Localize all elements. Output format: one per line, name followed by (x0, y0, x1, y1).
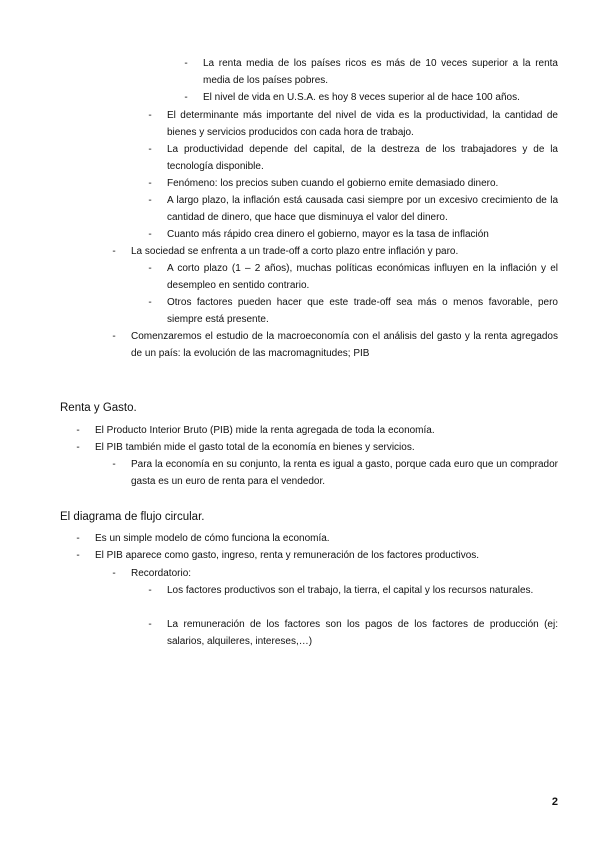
list-item (148, 193, 558, 226)
bullet-dash: - (76, 442, 80, 453)
list-item (148, 261, 558, 294)
bullet-dash: - (148, 178, 152, 189)
list-item (184, 90, 558, 107)
list-item (76, 440, 558, 457)
page-number: 2 (551, 796, 558, 808)
bullet-dash: - (112, 568, 116, 579)
bullet-dash: - (148, 195, 152, 206)
bullet-dash: - (112, 331, 116, 342)
list-item-text: Comenzaremos el estudio de la macroeconomía con el análisis del gasto y la renta agregados de un país: la evolución de las macromagnitudes; PIB (131, 331, 558, 359)
list-item (148, 108, 558, 141)
list-item (112, 329, 558, 362)
list-item (112, 566, 558, 583)
bullet-dash: - (148, 144, 152, 155)
list-item-text: El Producto Interior Bruto (PIB) mide la renta agregada de toda la economía. (95, 425, 435, 436)
list-item (76, 548, 558, 565)
list-item-text: La renta media de los países ricos es más de 10 veces superior a la renta media de los países pobres. (203, 58, 558, 86)
bullet-dash: - (148, 619, 152, 630)
section-heading-flujo-circular: El diagrama de flujo circular. (60, 511, 205, 523)
list-item (148, 227, 558, 244)
section-heading-renta-gasto: Renta y Gasto. (60, 402, 137, 414)
list-item (148, 583, 558, 600)
list-item-text: El PIB aparece como gasto, ingreso, renta y remuneración de los factores productivos. (95, 550, 480, 561)
list-item (148, 295, 558, 328)
list-item-text: Para la economía en su conjunto, la renta es igual a gasto, porque cada euro que un comprador gasta es un euro de renta para el vendedor. (131, 459, 558, 487)
list-item (148, 617, 558, 650)
bullet-dash: - (76, 533, 80, 544)
list-item (112, 457, 558, 490)
bullet-dash: - (184, 58, 188, 69)
bullet-dash: - (148, 297, 152, 308)
bullet-dash: - (184, 92, 188, 103)
list-item-text: A corto plazo (1 – 2 años), muchas políticas económicas influyen en la inflación y el desempleo en sentido contrario. (167, 263, 558, 291)
list-item-text: El determinante más importante del nivel de vida es la productividad, la cantidad de bienes y servicios producidos con cada hora de trabajo. (167, 110, 558, 138)
bullet-dash: - (112, 459, 116, 470)
list-item-text: Los factores productivos son el trabajo, la tierra, el capital y los recursos naturales. (167, 585, 534, 596)
list-item (76, 423, 558, 440)
list-item-text: La sociedad se enfrenta a un trade-off a corto plazo entre inflación y paro. (131, 246, 459, 257)
bullet-dash: - (112, 246, 116, 257)
list-item-text: La remuneración de los factores son los pagos de los factores de producción (ej: salarios, alquileres, intereses,…) (167, 619, 558, 647)
list-item-text: Es un simple modelo de cómo funciona la economía. (95, 533, 330, 544)
bullet-dash: - (148, 263, 152, 274)
list-item-text: Fenómeno: los precios suben cuando el gobierno emite demasiado dinero. (167, 178, 499, 189)
list-item-text: El PIB también mide el gasto total de la economía en bienes y servicios. (95, 442, 415, 453)
list-item-text: A largo plazo, la inflación está causada casi siempre por un excesivo crecimiento de la cantidad de dinero, que hace que disminuya el valor del dinero. (167, 195, 558, 223)
list-item (148, 142, 558, 175)
list-item (148, 176, 558, 193)
list-item-text: Otros factores pueden hacer que este trade-off sea más o menos favorable, pero siempre está presente. (167, 297, 558, 325)
list-item (76, 531, 558, 548)
list-item (112, 244, 558, 261)
list-item (184, 56, 558, 89)
bullet-dash: - (76, 425, 80, 436)
bullet-dash: - (148, 229, 152, 240)
list-item-text: El nivel de vida en U.S.A. es hoy 8 veces superior al de hace 100 años. (203, 92, 520, 103)
bullet-dash: - (76, 550, 80, 561)
list-item-text: Recordatorio: (131, 568, 192, 579)
bullet-dash: - (148, 110, 152, 121)
bullet-dash: - (148, 585, 152, 596)
list-item-text: La productividad depende del capital, de la destreza de los trabajadores y de la tecnología disponible. (167, 144, 558, 172)
list-item-text: Cuanto más rápido crea dinero el gobierno, mayor es la tasa de inflación (167, 229, 489, 240)
